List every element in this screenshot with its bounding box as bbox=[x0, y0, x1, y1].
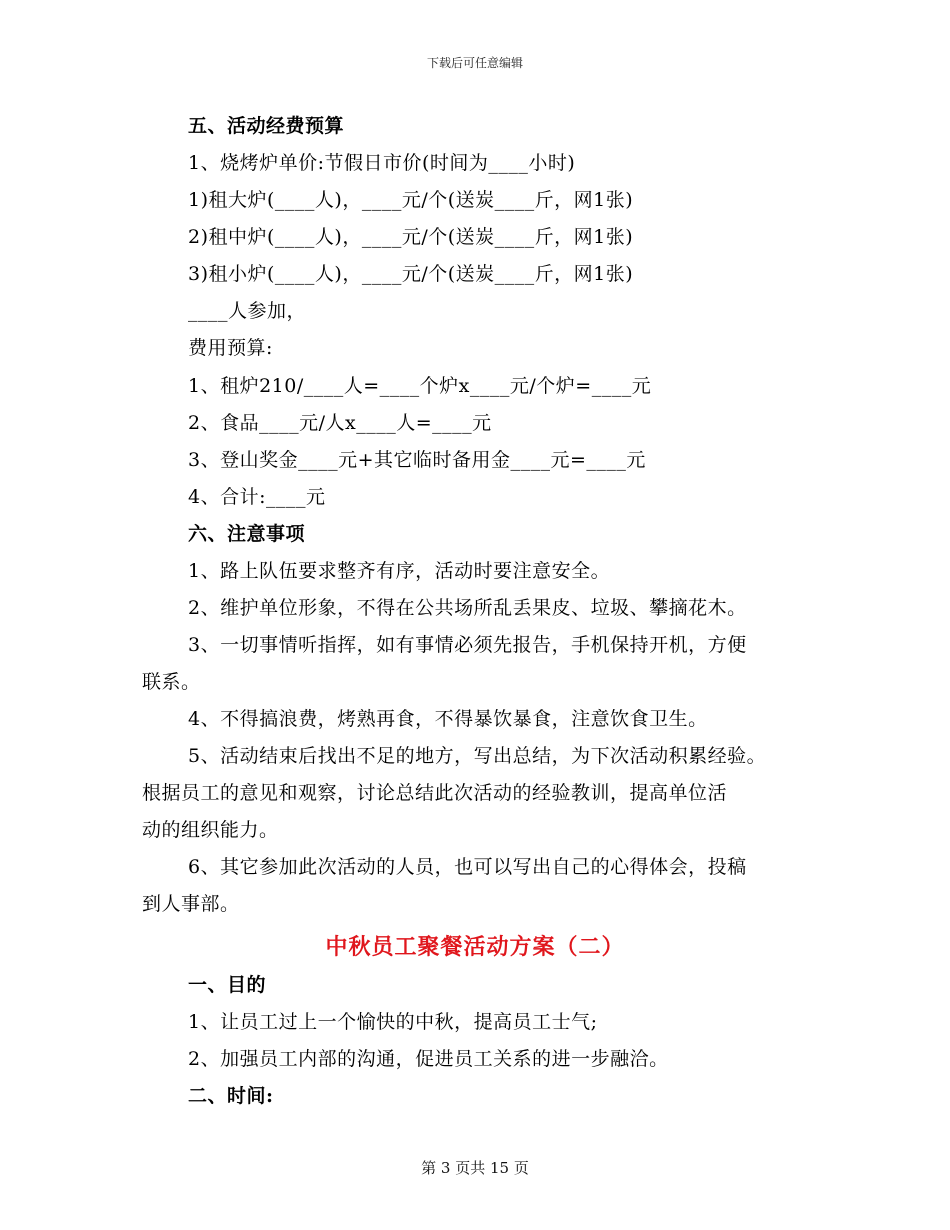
notice-item-6-cont: 到人事部。 bbox=[142, 893, 240, 915]
purpose-item-2: 2、加强员工内部的沟通，促进员工关系的进一步融洽。 bbox=[188, 1048, 669, 1070]
notice-item-2: 2、维护单位形象，不得在公共场所乱丢果皮、垃圾、攀摘花木。 bbox=[188, 597, 747, 619]
notice-item-6: 6、其它参加此次活动的人员，也可以写出自己的心得体会，投稿 bbox=[188, 856, 747, 878]
notice-item-1: 1、路上队伍要求整齐有序，活动时要注意安全。 bbox=[188, 560, 611, 582]
notice-item-4: 4、不得搞浪费，烤熟再食，不得暴饮暴食，注意饮食卫生。 bbox=[188, 708, 708, 730]
notice-item-3: 3、一切事情听指挥，如有事情必须先报告，手机保持开机，方便 bbox=[188, 634, 747, 656]
budget-line-5: ____人参加， bbox=[188, 300, 307, 322]
notice-item-5-cont-1: 根据员工的意见和观察，讨论总结此次活动的经验教训，提高单位活 bbox=[142, 782, 728, 804]
section5-heading: 五、活动经费预算 bbox=[188, 115, 345, 137]
budget-line-10: 4、合计:____元 bbox=[188, 486, 326, 508]
budget-line-9: 3、登山奖金____元+其它临时备用金____元=____元 bbox=[188, 449, 646, 471]
budget-line-3: 2)租中炉(____人)，____元/个(送炭____斤，网1张) bbox=[188, 226, 634, 248]
notice-item-5: 5、活动结束后找出不足的地方，写出总结，为下次活动积累经验。 bbox=[188, 745, 767, 767]
budget-line-7: 1、租炉210/____人=____个炉x____元/个炉=____元 bbox=[188, 375, 652, 397]
notice-item-3-cont: 联系。 bbox=[142, 671, 201, 693]
budget-line-8: 2、食品____元/人x____人=____元 bbox=[188, 412, 492, 434]
notice-item-5-cont-2: 动的组织能力。 bbox=[142, 819, 279, 841]
part2-heading-purpose: 一、目的 bbox=[188, 974, 267, 996]
budget-line-2: 1)租大炉(____人)，____元/个(送炭____斤，网1张) bbox=[188, 189, 634, 211]
document-title: 中秋员工聚餐活动方案（二） bbox=[325, 934, 625, 960]
budget-line-1: 1、烧烤炉单价:节假日市价(时间为____小时) bbox=[188, 152, 576, 174]
page-footer: 第 3 页共 15 页 bbox=[421, 1159, 529, 1177]
budget-line-6: 费用预算: bbox=[188, 337, 273, 359]
purpose-item-1: 1、让员工过上一个愉快的中秋，提高员工士气; bbox=[188, 1011, 598, 1033]
header-note: 下载后可任意编辑 bbox=[426, 56, 523, 70]
part2-heading-time: 二、时间: bbox=[188, 1085, 274, 1107]
section6-heading: 六、注意事项 bbox=[188, 523, 306, 545]
budget-line-4: 3)租小炉(____人)，____元/个(送炭____斤，网1张) bbox=[188, 263, 634, 285]
